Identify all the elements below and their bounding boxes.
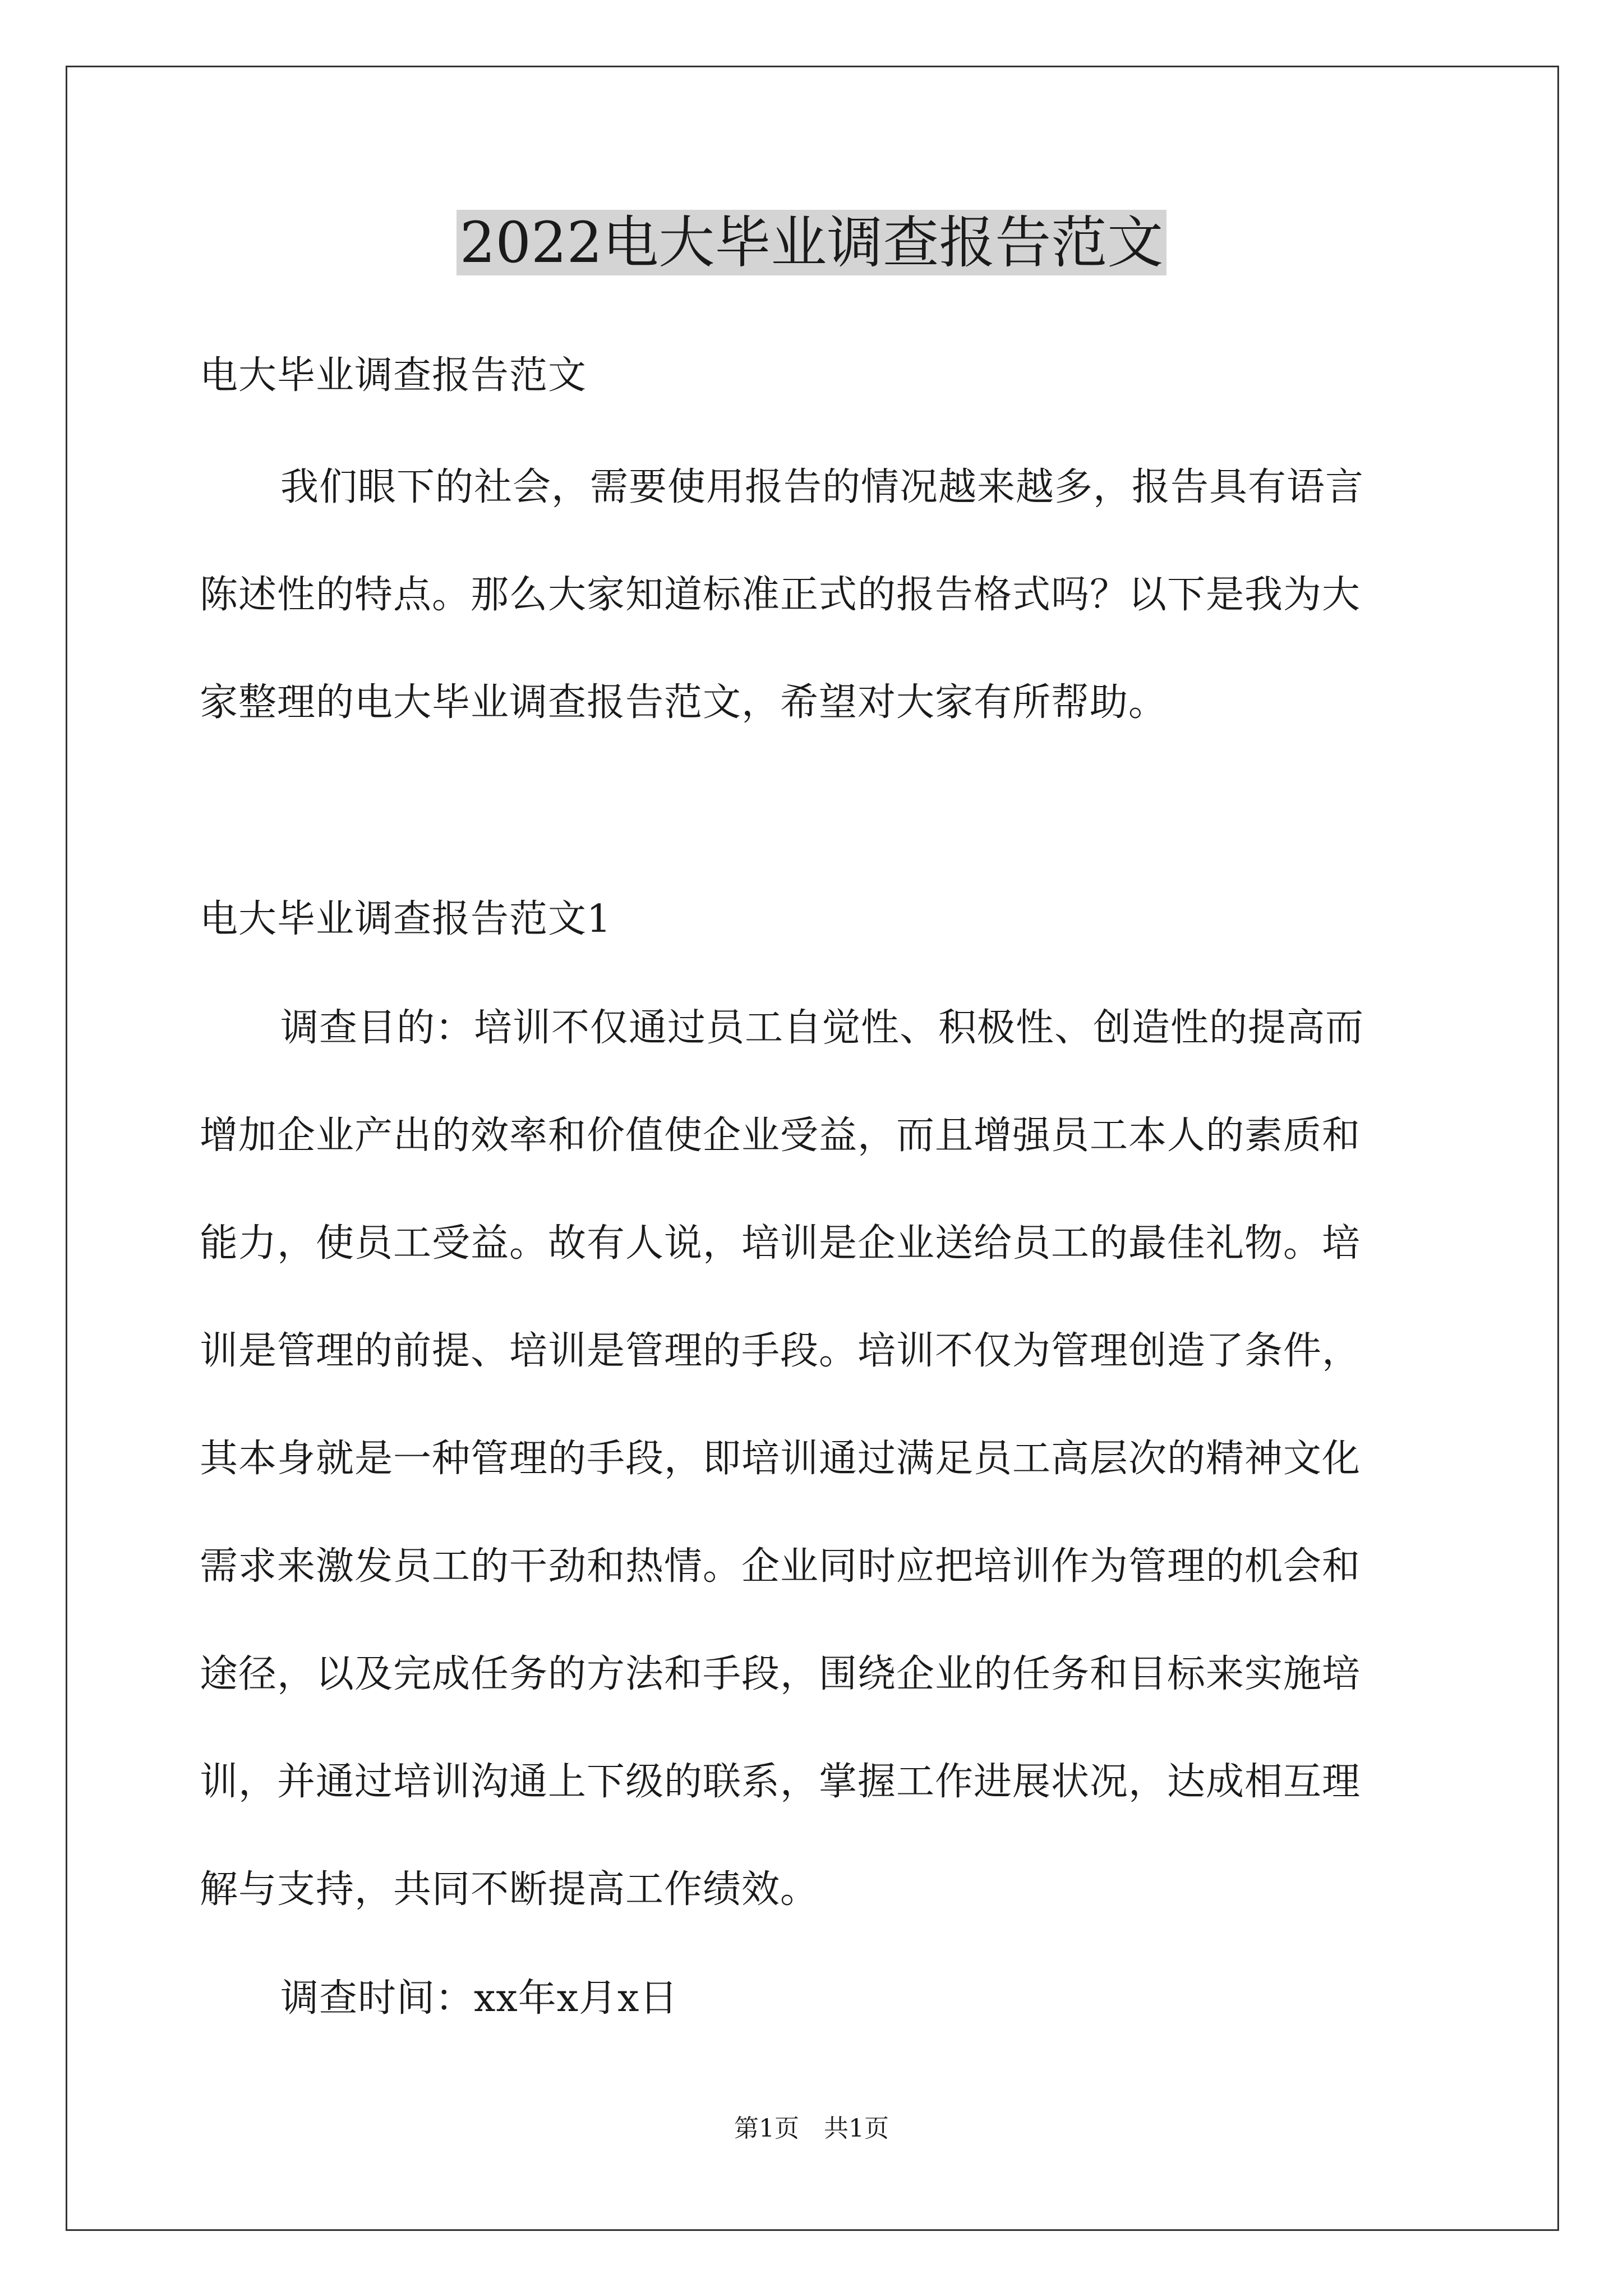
document-title xyxy=(0,206,1623,279)
purpose-line: 增加企业产出的效率和价值使企业受益，而且增强员工本人的素质和 xyxy=(200,1114,1361,1158)
purpose-line: 途径，以及完成任务的方法和手段，围绕企业的任务和目标来实施培 xyxy=(200,1652,1361,1696)
purpose-line: 训，并通过培训沟通上下级的联系，掌握工作进展状况，达成相互理 xyxy=(200,1760,1361,1804)
purpose-line: 训是管理的前提、培训是管理的手段。培训不仅为管理创造了条件， xyxy=(200,1329,1361,1373)
purpose-line: 需求来激发员工的干劲和热情。企业同时应把培训作为管理的机会和 xyxy=(200,1544,1361,1589)
intro-line: 我们眼下的社会，需要使用报告的情况越来越多，报告具有语言 xyxy=(280,465,1364,509)
document-title-text: 2022电大毕业调查报告范文 xyxy=(457,210,1167,275)
purpose-line: 能力，使员工受益。故有人说，培训是企业送给员工的最佳礼物。培 xyxy=(200,1221,1361,1266)
intro-line: 家整理的电大毕业调查报告范文，希望对大家有所帮助。 xyxy=(200,680,1168,725)
purpose-line: 解与支持，共同不断提高工作绩效。 xyxy=(200,1867,819,1912)
subtitle: 电大毕业调查报告范文 xyxy=(200,353,587,398)
purpose-line: 其本身就是一种管理的手段，即培训通过满足员工高层次的精神文化 xyxy=(200,1437,1361,1481)
purpose-line: 调查目的：培训不仅通过员工自觉性、积极性、创造性的提高而 xyxy=(280,1006,1364,1050)
page-footer: 第1页 共1页 xyxy=(734,2114,889,2143)
section-heading: 电大毕业调查报告范文1 xyxy=(200,897,612,941)
intro-line: 陈述性的特点。那么大家知道标准正式的报告格式吗？以下是我为大 xyxy=(200,573,1361,617)
survey-time-line: 调查时间：xx年x月x日 xyxy=(280,1976,679,2021)
